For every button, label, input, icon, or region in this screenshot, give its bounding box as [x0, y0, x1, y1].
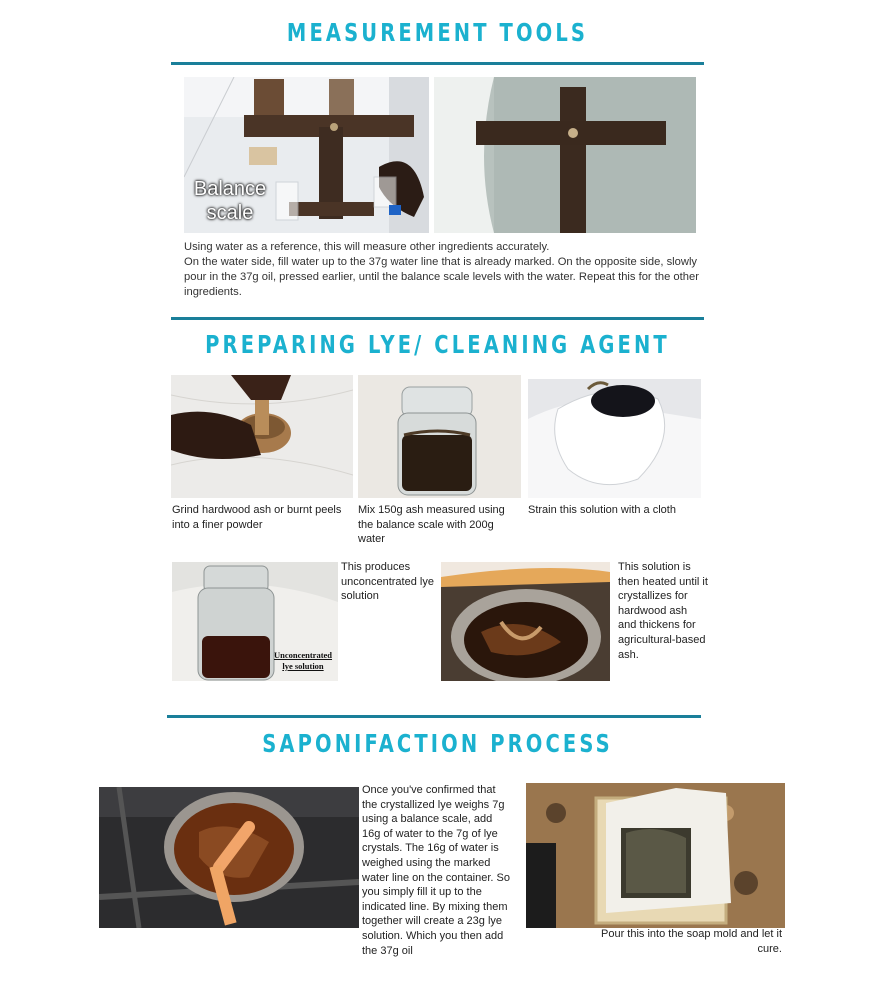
balance-scale-label-line1: Balance [193, 178, 267, 200]
grinding-ash-photo [171, 375, 353, 498]
balance-scale-closeup-photo [434, 77, 696, 233]
jar-label-line2: lye solution [282, 661, 324, 671]
saponification-description: Once you've confirmed that the crystallized lye weighs 7g using a balance scale, add 16g of water to the 7g of lye crystals. The 16g of water is weighed using the marked water line on the container. So you simply fill it up to the indicated line. By mixing them together will create a 23g lye solution. Which you then add the 37g oil [362, 784, 510, 957]
measurement-description-line2: On the water side, fill water up to the 37g water line that is already marked. On the opposite side, slowly pour in the 37g oil, pressed earlier, until the balance scale levels with the water. Repeat this for the other ingredients. [184, 256, 699, 298]
straining-cloth-photo [528, 379, 701, 498]
step-unconcentrated-caption: This produces unconcentrated lye solution [341, 561, 434, 603]
preparing-lye-heading: PREPARING LYE/ CLEANING AGENT [205, 330, 670, 359]
unconcentrated-lye-jar-photo [172, 562, 338, 681]
saponification-heading: SAPONIFACTION PROCESS [262, 729, 613, 758]
step-mix-caption: Mix 150g ash measured using the balance scale with 200g water [358, 504, 505, 546]
section-divider [171, 317, 704, 320]
soap-mold-photo [526, 783, 785, 928]
measurement-tools-heading: MEASUREMENT TOOLS [286, 18, 589, 47]
balance-scale-label-line2: scale [206, 202, 254, 224]
section-divider [167, 715, 701, 718]
heating-lye-photo [441, 562, 610, 681]
jar-label-line1: Unconcentrated [273, 650, 333, 660]
step-heating-caption: This solution is then heated until it crystallizes for hardwood ash and thickens for agricultural-based ash. [618, 561, 708, 661]
measurement-description-line1: Using water as a reference, this will measure other ingredients accurately. [184, 241, 550, 253]
section-divider [171, 62, 704, 65]
mixing-pot-photo [99, 787, 359, 928]
ash-jar-photo [358, 375, 521, 498]
step-grind-caption: Grind hardwood ash or burnt peels into a finer powder [172, 504, 342, 531]
soap-mold-caption: Pour this into the soap mold and let it cure. [601, 928, 782, 955]
step-strain-caption: Strain this solution with a cloth [528, 504, 676, 516]
balance-scale-photo [184, 77, 429, 233]
